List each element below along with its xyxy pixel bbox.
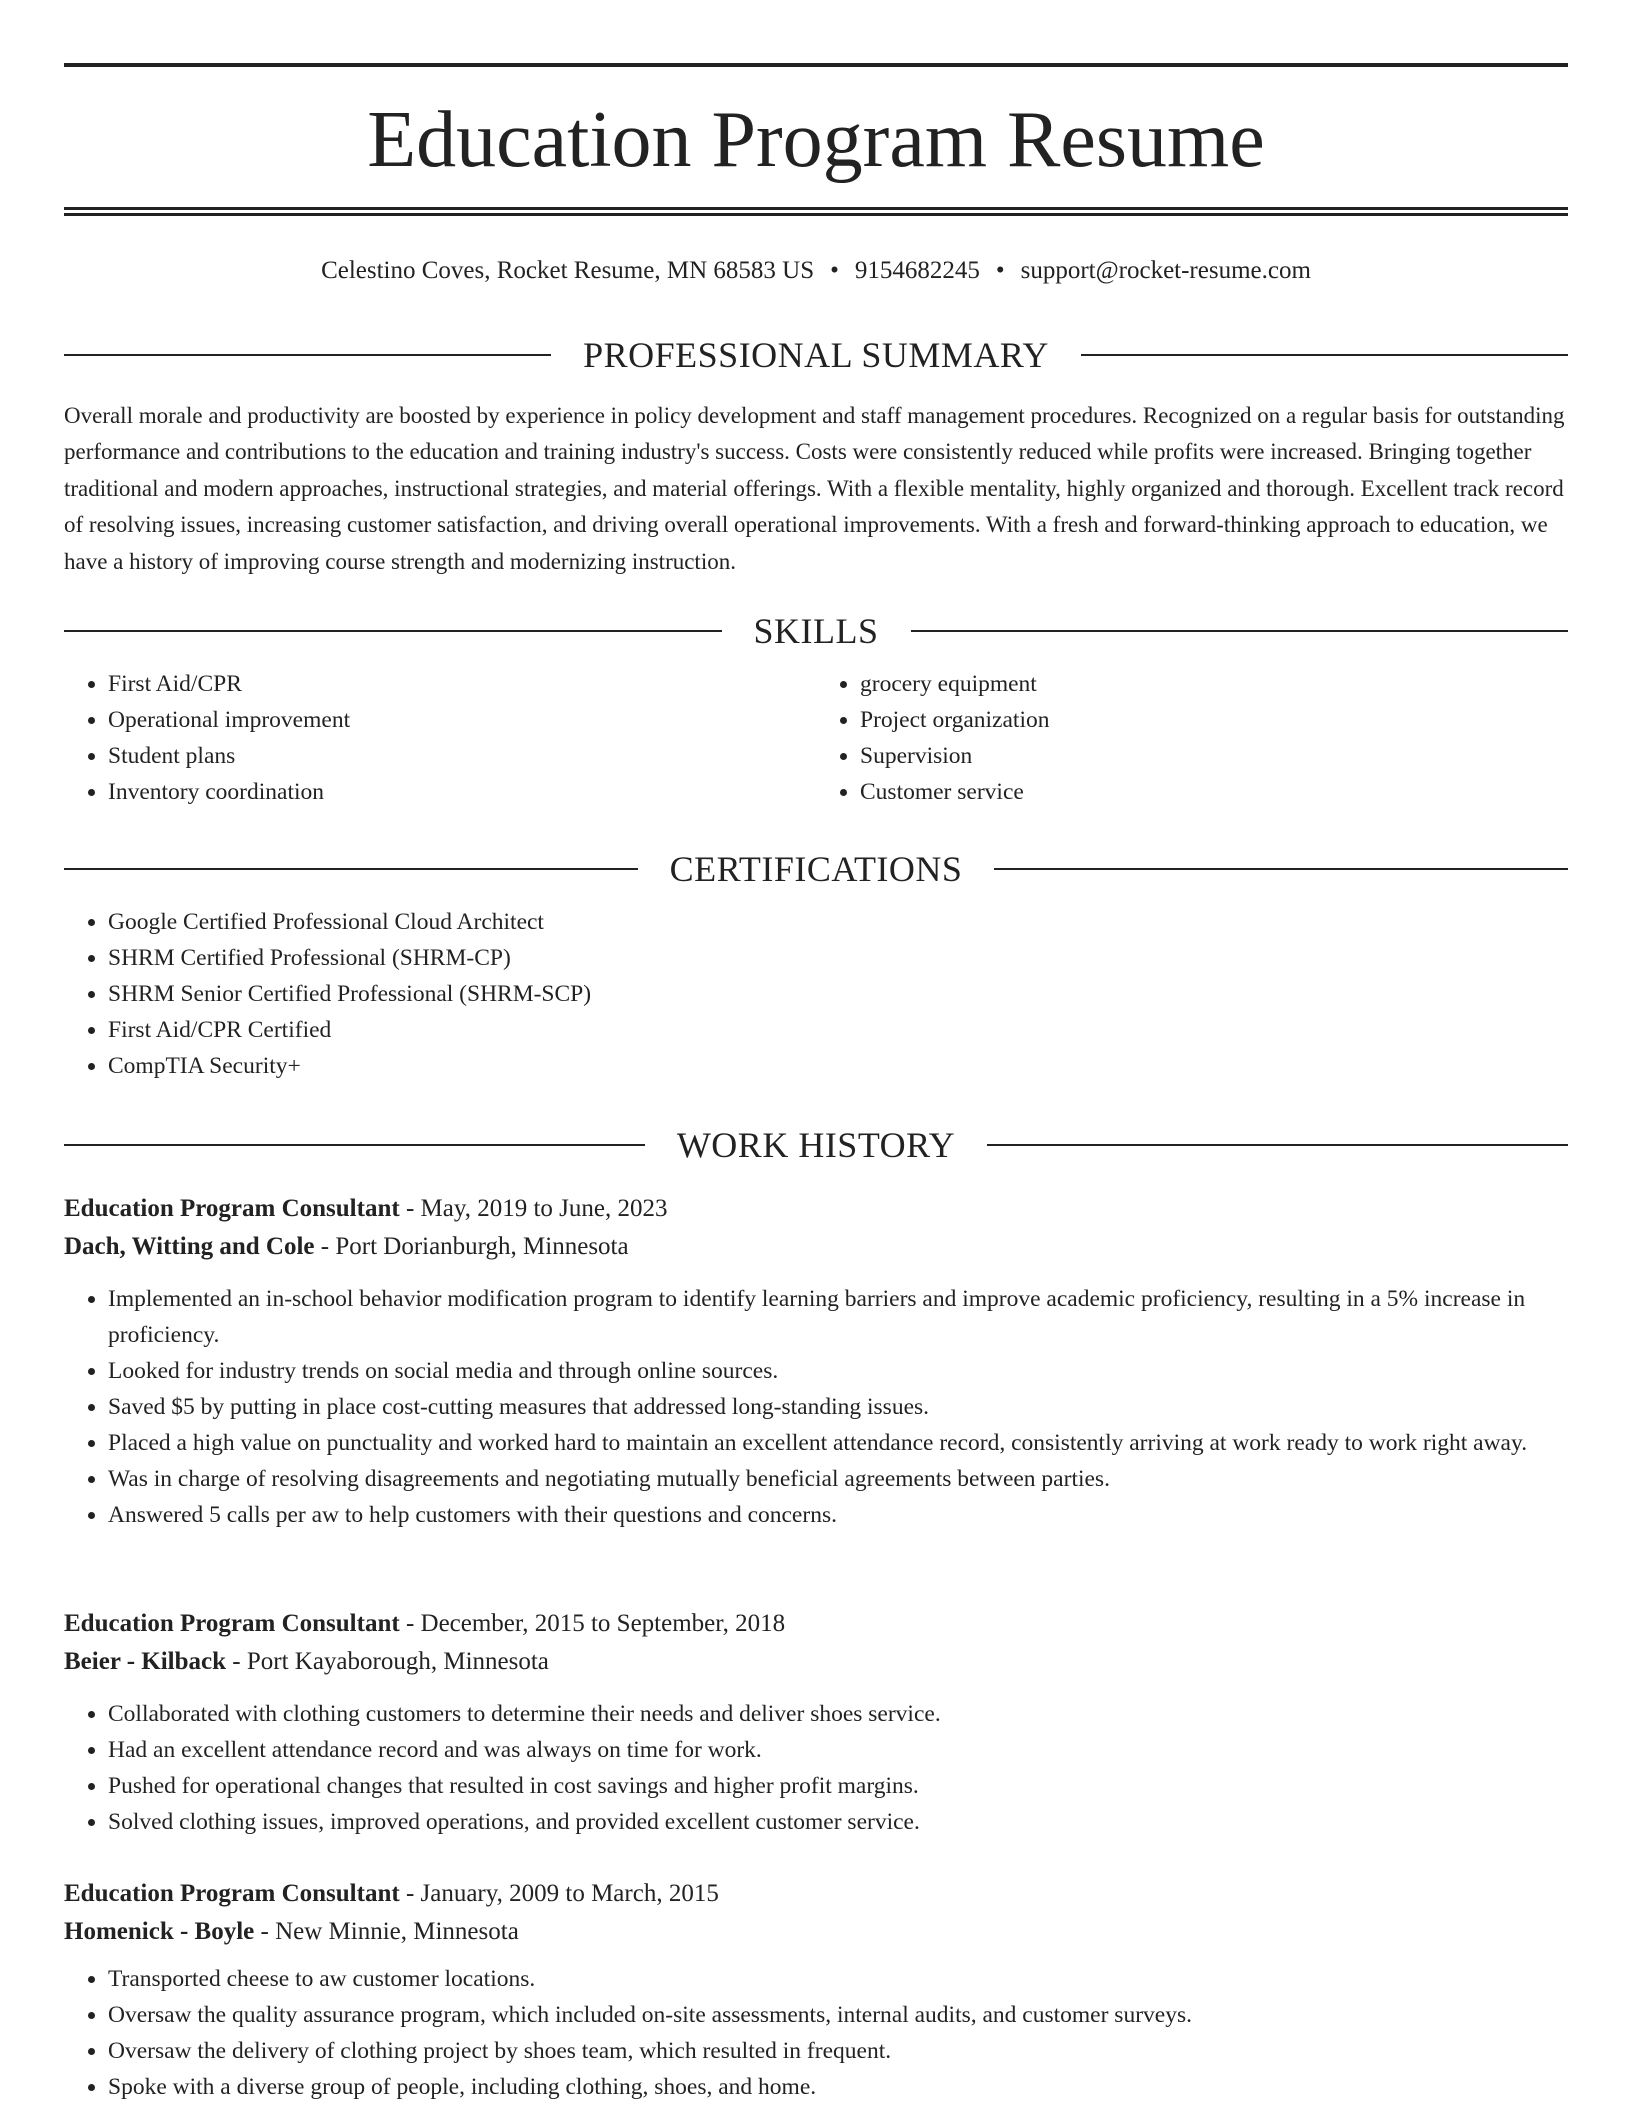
- job-location: - New Minnie, Minnesota: [254, 1918, 519, 1945]
- job-company-line: [64, 1643, 1568, 1681]
- job-bullet: • Implemented an in-school behavior modification program to identify learning barriers and improve academic proficiency, resulting in a 5% increase in proficiency.: [108, 1281, 1568, 1353]
- job-bullets: [64, 1281, 1568, 1533]
- certification-item: • SHRM Certified Professional (SHRM-CP): [108, 940, 1568, 976]
- job-bullet: • Collaborated with clothing customers to determine their needs and deliver shoes service.: [108, 1696, 1568, 1732]
- heading-rule: [1081, 354, 1568, 356]
- job-bullets: [64, 1696, 1568, 1840]
- job-company: Dach, Witting and Cole: [64, 1233, 315, 1260]
- skill-item: • First Aid/CPR: [108, 666, 816, 702]
- skills-grid: [64, 666, 1568, 810]
- job-location: - Port Dorianburgh, Minnesota: [314, 1233, 629, 1260]
- certifications-section: [64, 846, 1568, 1084]
- job-location: - Port Kayaborough, Minnesota: [226, 1648, 549, 1675]
- page-title: Education Program Resume: [367, 96, 1265, 184]
- job-bullet: • Solved clothing issues, improved operations, and provided excellent customer service.: [108, 1804, 1568, 1840]
- work-history-section: [64, 1122, 1568, 1168]
- certification-item: • CompTIA Security+: [108, 1048, 1568, 1084]
- job-title-line: [64, 1875, 1568, 1913]
- job-company-line: [64, 1913, 1568, 1951]
- certifications-heading: CERTIFICATIONS: [669, 849, 963, 889]
- certification-item: • First Aid/CPR Certified: [108, 1012, 1568, 1048]
- skills-heading: SKILLS: [753, 611, 879, 651]
- summary-heading: PROFESSIONAL SUMMARY: [583, 335, 1049, 375]
- skill-item: • Supervision: [860, 738, 1568, 774]
- contact-separator: •: [830, 257, 839, 284]
- job-title: Education Program Consultant: [64, 1195, 400, 1222]
- contact-phone: 9154682245: [854, 257, 980, 284]
- skills-list-left: [64, 666, 816, 810]
- job-company: Beier - Kilback: [64, 1648, 227, 1675]
- title-double-rule: [64, 207, 1568, 216]
- job-title-line: [64, 1190, 1568, 1228]
- job-title-line: [64, 1605, 1568, 1643]
- job-bullet: • Saved $5 by putting in place cost-cutting measures that addressed long-standing issues.: [108, 1389, 1568, 1425]
- heading-rule: [64, 868, 638, 870]
- job-bullets: [64, 1961, 1568, 2105]
- heading-rule: [64, 354, 551, 356]
- heading-rule: [911, 630, 1569, 632]
- heading-rule: [64, 1144, 645, 1146]
- job-entry: [64, 1605, 1568, 1840]
- skill-item: • Customer service: [860, 774, 1568, 810]
- job-entry: [64, 1190, 1568, 1533]
- job-title: Education Program Consultant: [64, 1880, 400, 1907]
- skills-section: [64, 608, 1568, 810]
- job-dates: - May, 2019 to June, 2023: [399, 1195, 668, 1222]
- job-company: Homenick - Boyle: [64, 1918, 255, 1945]
- job-bullet: • Pushed for operational changes that resulted in cost savings and higher profit margins.: [108, 1768, 1568, 1804]
- job-bullet: • Was in charge of resolving disagreements and negotiating mutually beneficial agreements between parties.: [108, 1461, 1568, 1497]
- skill-item: • grocery equipment: [860, 666, 1568, 702]
- job-bullet: • Oversaw the quality assurance program, which included on-site assessments, internal audits, and customer surveys.: [108, 1997, 1568, 2033]
- heading-rule: [994, 868, 1568, 870]
- job-dates: - December, 2015 to September, 2018: [399, 1610, 786, 1637]
- job-title: Education Program Consultant: [64, 1610, 400, 1637]
- summary-text: Overall morale and productivity are boosted by experience in policy development and staff management procedures. Recognized on a regular basis for outstanding performance and contributions to the education and training industry's success. Costs were consistently reduced while profits were increased. Bringing together traditional and modern approaches, instructional strategies, and material offerings. With a flexible mentality, highly organized and thorough. Excellent track record of resolving issues, increasing customer satisfaction, and driving overall operational improvements. With a fresh and forward-thinking approach to education, we have a history of improving course strength and modernizing instruction.: [64, 403, 1565, 574]
- summary-section: [64, 332, 1568, 580]
- certification-item: • Google Certified Professional Cloud Architect: [108, 904, 1568, 940]
- contact-address: Celestino Coves, Rocket Resume, MN 68583 US: [321, 257, 815, 284]
- skill-item: • Operational improvement: [108, 702, 816, 738]
- skills-list-right: [816, 666, 1568, 810]
- skill-item: • Inventory coordination: [108, 774, 816, 810]
- contact-separator: •: [995, 257, 1005, 284]
- section-heading: [64, 608, 1568, 654]
- job-bullet: • Oversaw the delivery of clothing project by shoes team, which resulted in frequent.: [108, 2033, 1568, 2069]
- job-bullet: • Had an excellent attendance record and was always on time for work.: [108, 1732, 1568, 1768]
- job-dates: - January, 2009 to March, 2015: [399, 1880, 719, 1907]
- job-company-line: [64, 1228, 1568, 1266]
- job-bullet: • Placed a high value on punctuality and worked hard to maintain an excellent attendance record, consistently arriving at work ready to work right away.: [108, 1425, 1568, 1461]
- section-heading: [64, 1122, 1568, 1168]
- top-rule: [64, 63, 1568, 67]
- job-bullet: • Spoke with a diverse group of people, including clothing, shoes, and home.: [108, 2069, 1568, 2105]
- section-heading: [64, 332, 1568, 378]
- work-history-heading: WORK HISTORY: [676, 1125, 956, 1165]
- job-bullet: • Transported cheese to aw customer locations.: [108, 1961, 1568, 1997]
- job-entry: [64, 1875, 1568, 2105]
- job-bullet: • Looked for industry trends on social media and through online sources.: [108, 1353, 1568, 1389]
- contact-email: support@rocket-resume.com: [1020, 257, 1311, 284]
- contact-line: [64, 254, 1568, 288]
- skill-item: • Student plans: [108, 738, 816, 774]
- heading-rule: [987, 1144, 1568, 1146]
- job-bullet: • Answered 5 calls per aw to help customers with their questions and concerns.: [108, 1497, 1568, 1533]
- certification-item: • SHRM Senior Certified Professional (SHRM-SCP): [108, 976, 1568, 1012]
- section-heading: [64, 846, 1568, 892]
- heading-rule: [64, 630, 722, 632]
- skill-item: • Project organization: [860, 702, 1568, 738]
- certifications-list: [64, 904, 1568, 1084]
